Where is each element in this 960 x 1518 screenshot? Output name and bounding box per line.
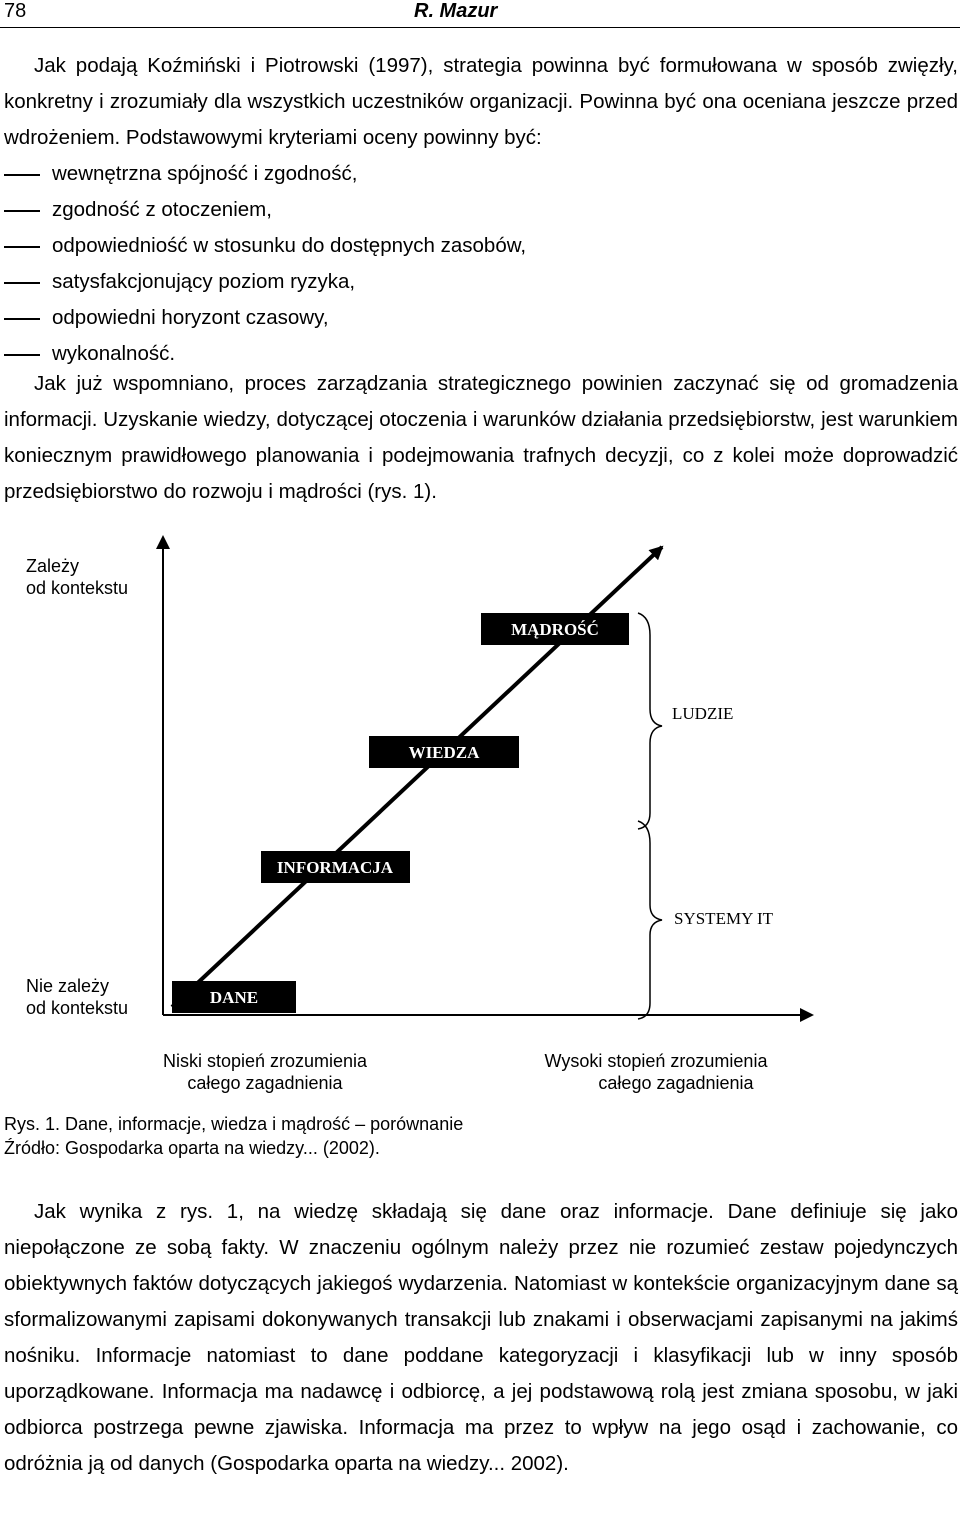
figure-caption bbox=[4, 1112, 463, 1160]
criteria-list bbox=[4, 156, 934, 372]
criteria-item: zgodność z otoczeniem, bbox=[4, 192, 934, 228]
box-wiedza bbox=[369, 736, 519, 768]
box-madrosc-label: MĄDROŚĆ bbox=[511, 620, 599, 639]
header-rule bbox=[0, 27, 960, 28]
figure-caption-source: Źródło: Gospodarka oparta na wiedzy... (2002). bbox=[4, 1138, 380, 1158]
criteria-item: odpowiedniość w stosunku do dostępnych zasobów, bbox=[4, 228, 934, 264]
running-header-author: R. Mazur bbox=[414, 0, 498, 22]
box-dane bbox=[172, 981, 296, 1013]
bracket-label-ludzie: LUDZIE bbox=[672, 704, 734, 723]
page-number: 78 bbox=[4, 0, 27, 22]
box-dane-label: DANE bbox=[209, 988, 259, 1007]
y-axis-bottom-label: Nie zależy od kontekstu bbox=[26, 976, 129, 1018]
bracket-ludzie bbox=[638, 613, 662, 829]
criteria-item: odpowiedni horyzont czasowy, bbox=[4, 300, 934, 336]
x-axis-right-label: Wysoki stopień zrozumienia całego zagadnienia bbox=[544, 1051, 768, 1093]
box-informacja bbox=[261, 851, 410, 883]
box-wiedza-label: WIEDZA bbox=[408, 743, 480, 762]
figure-caption-title: Rys. 1. Dane, informacje, wiedza i mądrość – porównanie bbox=[4, 1114, 464, 1134]
figure-dane-informacje-wiedza-madrosc bbox=[0, 525, 960, 1105]
second-paragraph: Jak już wspomniano, proces zarządzania strategicznego powinien zaczynać się od gromadzenia informacji. Uzyskanie wiedzy, dotyczącej otoczenia i warunków działania przedsiębiorstw, jest warunkiem koniecznym prawidłowego planowania i podejmowania trafnych decyzji, co z kolei może doprowadzić przedsiębiorstwo do rozwoju i mądrości (rys. 1). bbox=[4, 372, 958, 503]
box-madrosc bbox=[481, 613, 629, 645]
figure-diagram bbox=[0, 525, 960, 1105]
third-paragraph: Jak wynika z rys. 1, na wiedzę składają się dane oraz informacje. Dane definiuje się jako niepołączone ze sobą fakty. W znaczeniu ogólnym należy przez nie rozumieć zestaw pojedynczych obiektywnych faktów dotyczących jakiegoś wydarzenia. Natomiast w kontekście organizacyjnym dane są sformalizowanymi zapisami dokonywanych transakcji lub znakami i obserwacjami zapisanymi na jakimś nośniku. Informacje natomiast to dane poddane kategoryzacji i klasyfikacji lub w inny sposób uporządkowane. Informacja ma nadawcę i odbiorcę, a jej podstawową rolą jest zmiana sposobu, w jaki odbiorca postrzega pewne zjawiska. Informacja ma przez to wpływ na jego osąd i zachowanie, co odróżnia ją od danych (Gospodarka oparta na wiedzy... 2002). bbox=[4, 1200, 958, 1475]
bracket-label-systemy-it: SYSTEMY IT bbox=[674, 909, 774, 928]
bracket-systemy-it bbox=[638, 821, 662, 1019]
x-axis-left-label: Niski stopień zrozumienia całego zagadnienia bbox=[162, 1051, 368, 1093]
intro-paragraph: Jak podają Koźmiński i Piotrowski (1997), strategia powinna być formułowana w sposób zwięzły, konkretny i zrozumiały dla wszystkich uczestników organizacji. Powinna być ona oceniana jeszcze przed wdrożeniem. Podstawowymi kryteriami oceny powinny być: bbox=[4, 54, 958, 149]
criteria-item: wykonalność. bbox=[4, 336, 934, 372]
criteria-item: wewnętrzna spójność i zgodność, bbox=[4, 156, 934, 192]
box-informacja-label: INFORMACJA bbox=[276, 858, 394, 877]
y-axis-top-label: Zależy od kontekstu bbox=[26, 556, 129, 598]
criteria-item: satysfakcjonujący poziom ryzyka, bbox=[4, 264, 934, 300]
